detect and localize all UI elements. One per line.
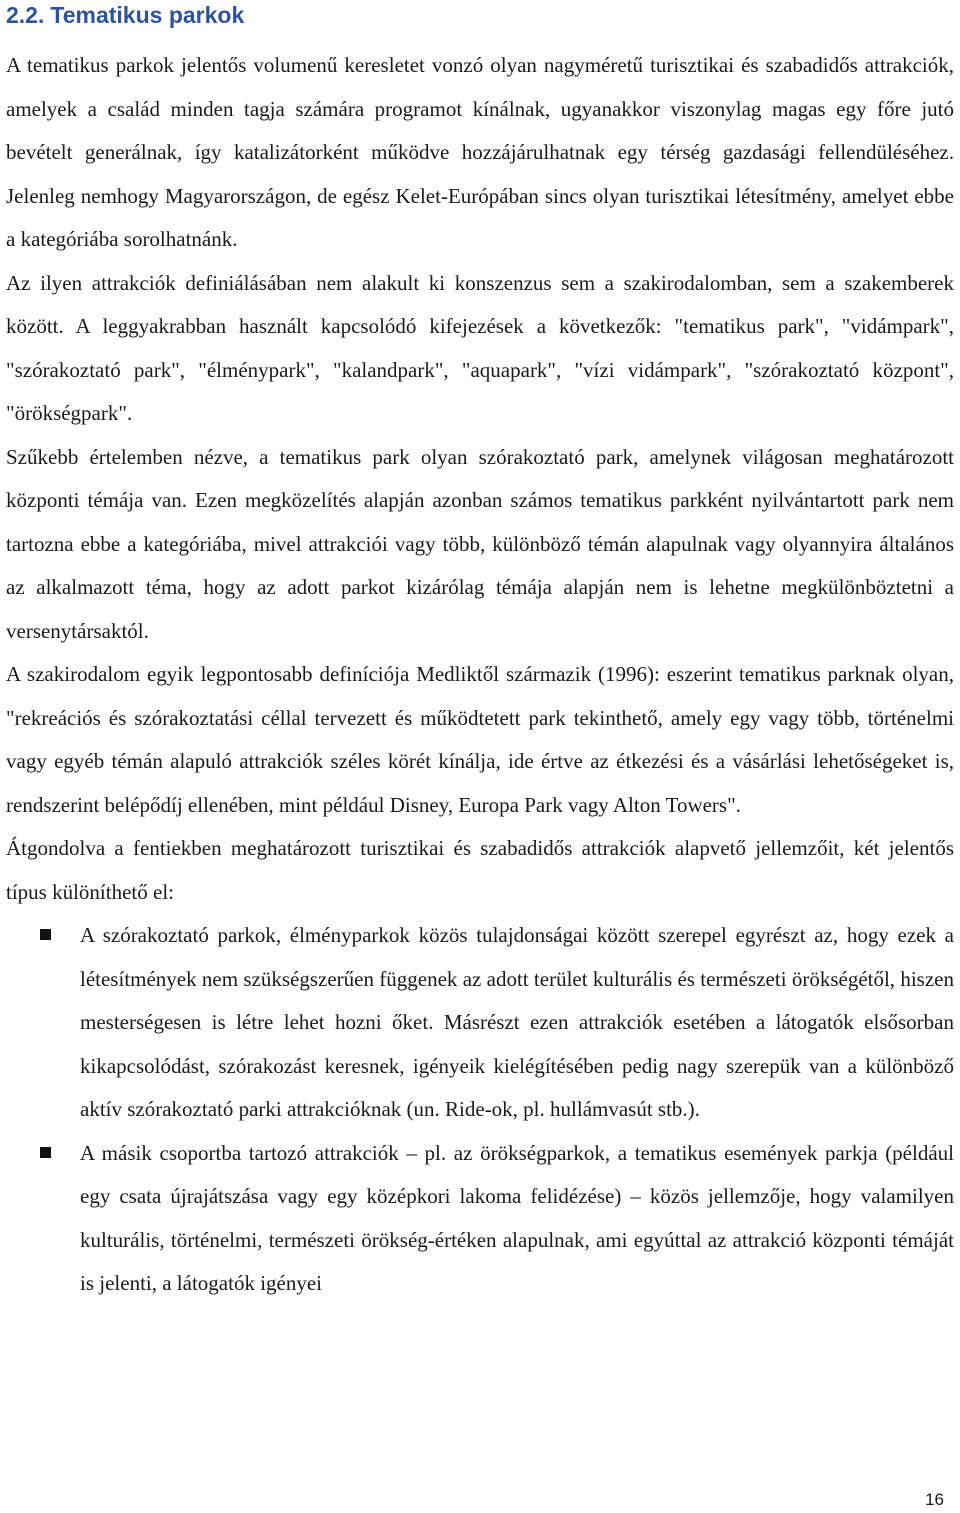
list-item [6,1132,954,1306]
section-number: 2.2. [6,2,45,28]
list-item-text: A másik csoportba tartozó attrakciók – pl. az örökségparkok, a tematikus események parkja (például egy csata újrajátszása vagy egy középkori lakoma felidézése) – közös jellemzője, hogy valamilyen kulturális, történelmi, természeti örökség-értéken alapulnak, ami egyúttal az attrakció központi témáját is jelenti, a látogatók igényei [80,1140,954,1295]
page-number: 16 [925,1490,944,1509]
paragraph-types-intro: Átgondolva a fentiekben meghatározott turisztikai és szabadidős attrakciók alapvető jellemzőit, két jelentős típus különíthető el: [6,836,954,904]
paragraph-intro: A tematikus parkok jelentős volumenű keresletet vonzó olyan nagyméretű turisztikai és szabadidős attrakciók, amelyek a család minden tagja számára programot kínálnak, ugyanakkor viszonylag magas egy főre jutó bevételt generálnak, így katalizátorként működve hozzájárulhatnak egy térség gazdasági fellendüléséhez. Jelenleg nemhogy Magyarországon, de egész Kelet-Európában sincs olyan turisztikai létesítmény, amelyet ebbe a kategóriába sorolhatnánk. [6,53,954,251]
list-item-text: A szórakoztató parkok, élményparkok közös tulajdonságai között szerepel egyrészt az, hogy ezek a létesítmények nem szükségszerűen függenek az adott terület kulturális és természeti örökségétől, hiszen mesterségesen is létre lehet hozni őket. Másrészt ezen attrakciók esetében a látogatók elsősorban kikapcsolódást, szórakozást keresnek, igényeik kielégítésében pedig nagy szerepük van a különböző aktív szórakoztató parki attrakcióknak (un. Ride-ok, pl. hullámvasút stb.). [80,923,954,1121]
paragraph-medlik-definition: A szakirodalom egyik legpontosabb definíciója Medliktől származik (1996): eszerint tematikus parknak olyan, "rekreációs és szórakoztatási céllal tervezett és működtetett park tekinthető, amely egy vagy több, történelmi vagy egyéb témán alapuló attrakciók széles körét kínálja, ide értve az étkezési és a vásárlási lehetőségeket is, rendszerint belépődíj ellenében, mint például Disney, Europa Park vagy Alton Towers". [6,662,954,817]
list-item [6,914,954,1132]
paragraph-definitions: Az ilyen attrakciók definiálásában nem alakult ki konszenzus sem a szakirodalomban, sem a szakemberek között. A leggyakrabban használt kapcsolódó kifejezések a következők: "tematikus park", "vidámpark", "szórakoztató park", "élménypark", "kalandpark", "aquapark", "vízi vidámpark", "szórakoztató központ", "örökségpark". [6,270,954,425]
section-title: Tematikus parkok [50,2,245,28]
square-bullet-icon [40,1147,51,1158]
square-bullet-icon [40,929,51,940]
types-list [6,914,954,1306]
document-page [6,0,954,1306]
paragraph-narrow-sense: Szűkebb értelemben nézve, a tematikus park olyan szórakoztató park, amelynek világosan meghatározott központi témája van. Ezen megközelítés alapján azonban számos tematikus parkként nyilvántartott park nem tartozna ebbe a kategóriába, mivel attrakciói vagy több, különböző témán alapulnak vagy olyannyira általános az alkalmazott téma, hogy az adott parkot kizárólag témája alapján nem is lehetne megkülönböztetni a versenytársaktól. [6,444,954,643]
section-heading [6,0,954,30]
